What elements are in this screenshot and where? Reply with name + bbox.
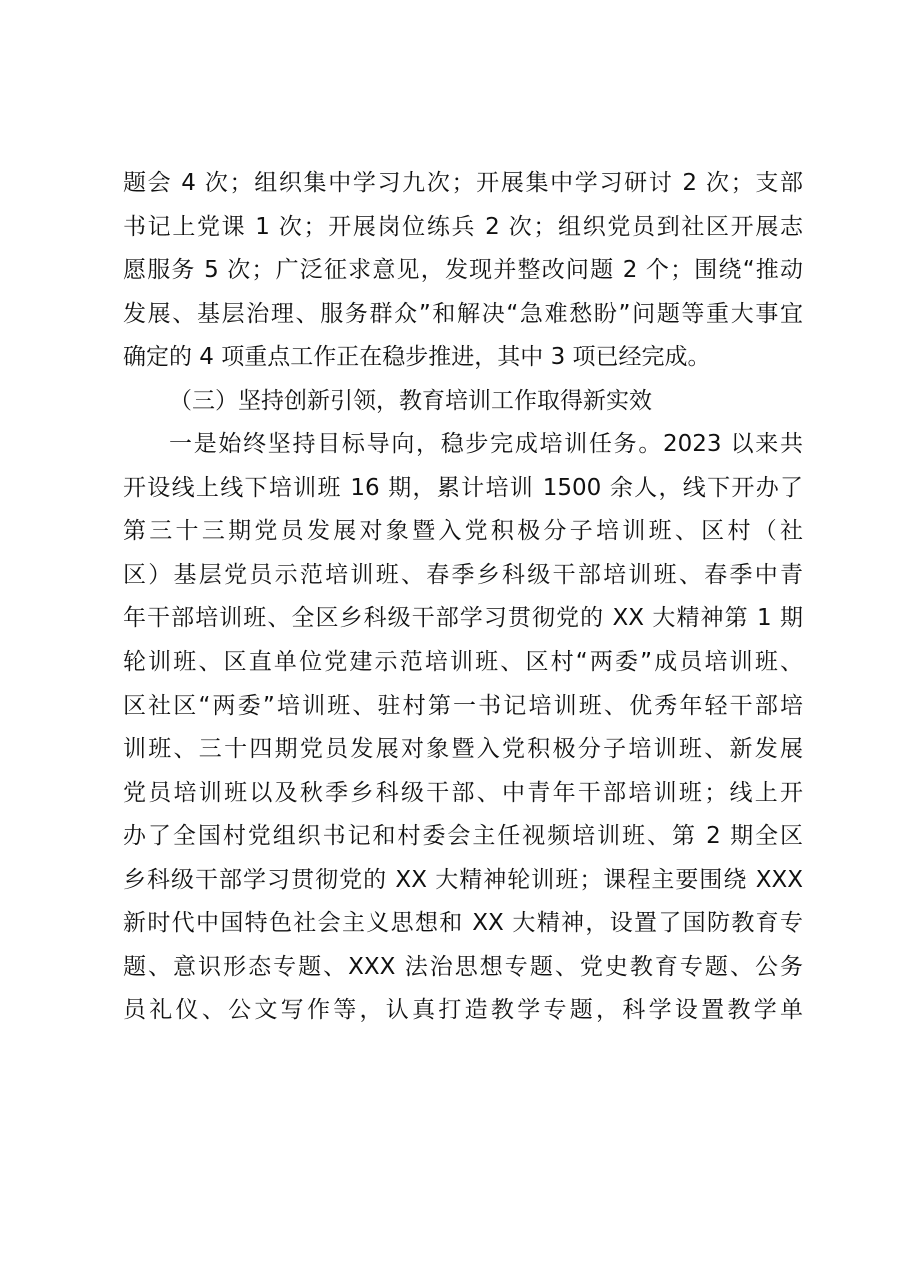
text-line: 办了全国村党组织书记和村委会主任视频培训班、第 2 期全区 <box>123 823 803 850</box>
text-line: 区）基层党员示范培训班、春季乡科级干部培训班、春季中青 <box>123 561 803 588</box>
body-text <box>123 162 803 1033</box>
text-line: 新时代中国特色社会主义思想和 XX 大精神，设置了国防教育专 <box>123 910 803 937</box>
text-line: 愿服务 5 次；广泛征求意见，发现并整改问题 2 个；围绕“推动 <box>123 257 803 284</box>
text-line: 轮训班、区直单位党建示范培训班、区村“两委”成员培训班、 <box>123 649 803 676</box>
text-line: 开设线上线下培训班 16 期，累计培训 1500 余人，线下开办了 <box>123 474 803 501</box>
text-line: 发展、基层治理、服务群众”和解决“急难愁盼”问题等重大事宜 <box>123 300 803 327</box>
text-line: 训班、三十四期党员发展对象暨入党积极分子培训班、新发展 <box>123 736 803 763</box>
text-line: 区社区“两委”培训班、驻村第一书记培训班、优秀年轻干部培 <box>123 692 803 719</box>
text-line: 第三十三期党员发展对象暨入党积极分子培训班、区村（社 <box>123 518 803 545</box>
text-line: 员礼仪、公文写作等，认真打造教学专题，科学设置教学单 <box>123 997 803 1024</box>
text-line: 确定的 4 项重点工作正在稳步推进，其中 3 项已经完成。 <box>123 344 711 371</box>
text-line: 党员培训班以及秋季乡科级干部、中青年干部培训班；线上开 <box>123 779 803 806</box>
text-line: 题会 4 次；组织集中学习九次；开展集中学习研讨 2 次；支部 <box>123 170 803 196</box>
text-line: 一是始终坚持目标导向，稳步完成培训任务。2023 以来共 <box>169 431 803 458</box>
section-heading: （三）坚持创新引领，教育培训工作取得新实效 <box>169 387 652 414</box>
text-line: 书记上党课 1 次；开展岗位练兵 2 次；组织党员到社区开展志 <box>123 213 803 240</box>
text-line: 乡科级干部学习贯彻党的 XX 大精神轮训班；课程主要围绕 XXX <box>123 866 803 893</box>
text-line: 题、意识形态专题、XXX 法治思想专题、党史教育专题、公务 <box>123 953 803 980</box>
text-line: 年干部培训班、全区乡科级干部学习贯彻党的 XX 大精神第 1 期 <box>123 605 803 632</box>
